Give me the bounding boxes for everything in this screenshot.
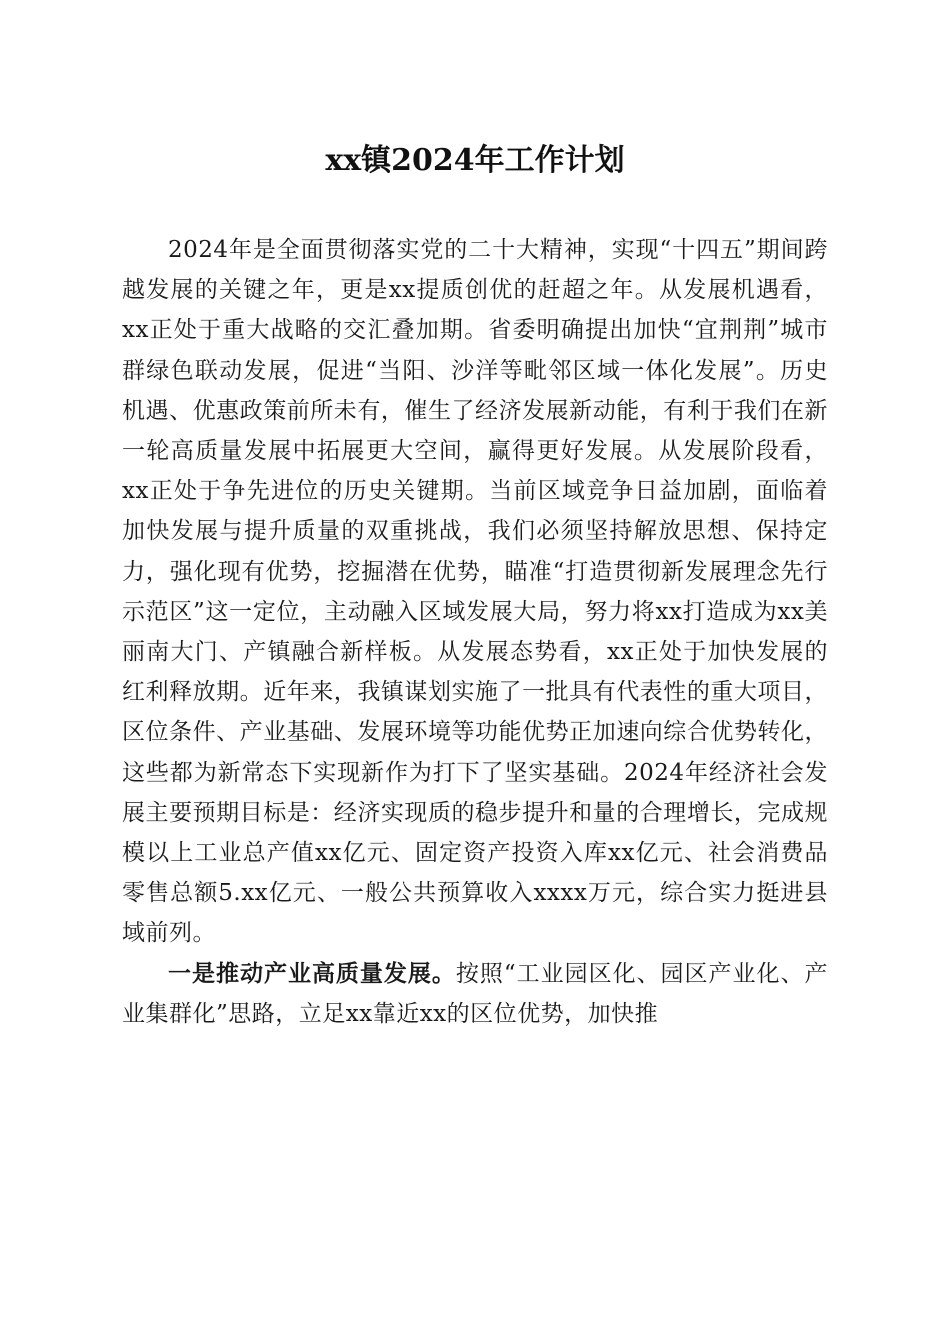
paragraph-intro [122,230,828,954]
paragraph-industry [122,954,828,1034]
document-body [122,230,828,1034]
paragraph-industry-lead: 一是推动产业高质量发展。 [168,959,456,987]
paragraph-intro-text: 2024年是全面贯彻落实党的二十大精神，实现“十四五”期间跨越发展的关键之年，更是xx提质创优的赶超之年。从发展机遇看，xx正处于重大战略的交汇叠加期。省委明确提出加快“宜荆荆”城市群绿色联动发展，促进“当阳、沙洋等毗邻区域一体化发展”。历史机遇、优惠政策前所未有，催生了经济发展新动能，有利于我们在新一轮高质量发展中拓展更大空间，赢得更好发展。从发展阶段看，xx正处于争先进位的历史关键期。当前区域竞争日益加剧，面临着加快发展与提升质量的双重挑战，我们必须坚持解放思想、保持定力，强化现有优势，挖掘潜在优势，瞄准“打造贯彻新发展理念先行示范区”这一定位，主动融入区域发展大局，努力将xx打造成为xx美丽南大门、产镇融合新样板。从发展态势看，xx正处于加快发展的红利释放期。近年来，我镇谋划实施了一批具有代表性的重大项目，区位条件、产业基础、发展环境等功能优势正加速向综合优势转化，这些都为新常态下实现新作为打下了坚实基础。2024年经济社会发展主要预期目标是：经济实现质的稳步提升和量的合理增长，完成规模以上工业总产值xx亿元、固定资产投资入库xx亿元、社会消费品零售总额5.xx亿元、一般公共预算收入xxxx万元，综合实力挺进县域前列。 [122,237,828,947]
paragraph-industry-text: 按照“工业园区化、园区产业化、产业集群化”思路，立足xx靠近xx的区位优势，加快推 [122,960,829,1027]
document-title: xx镇2024年工作计划 [325,143,625,178]
